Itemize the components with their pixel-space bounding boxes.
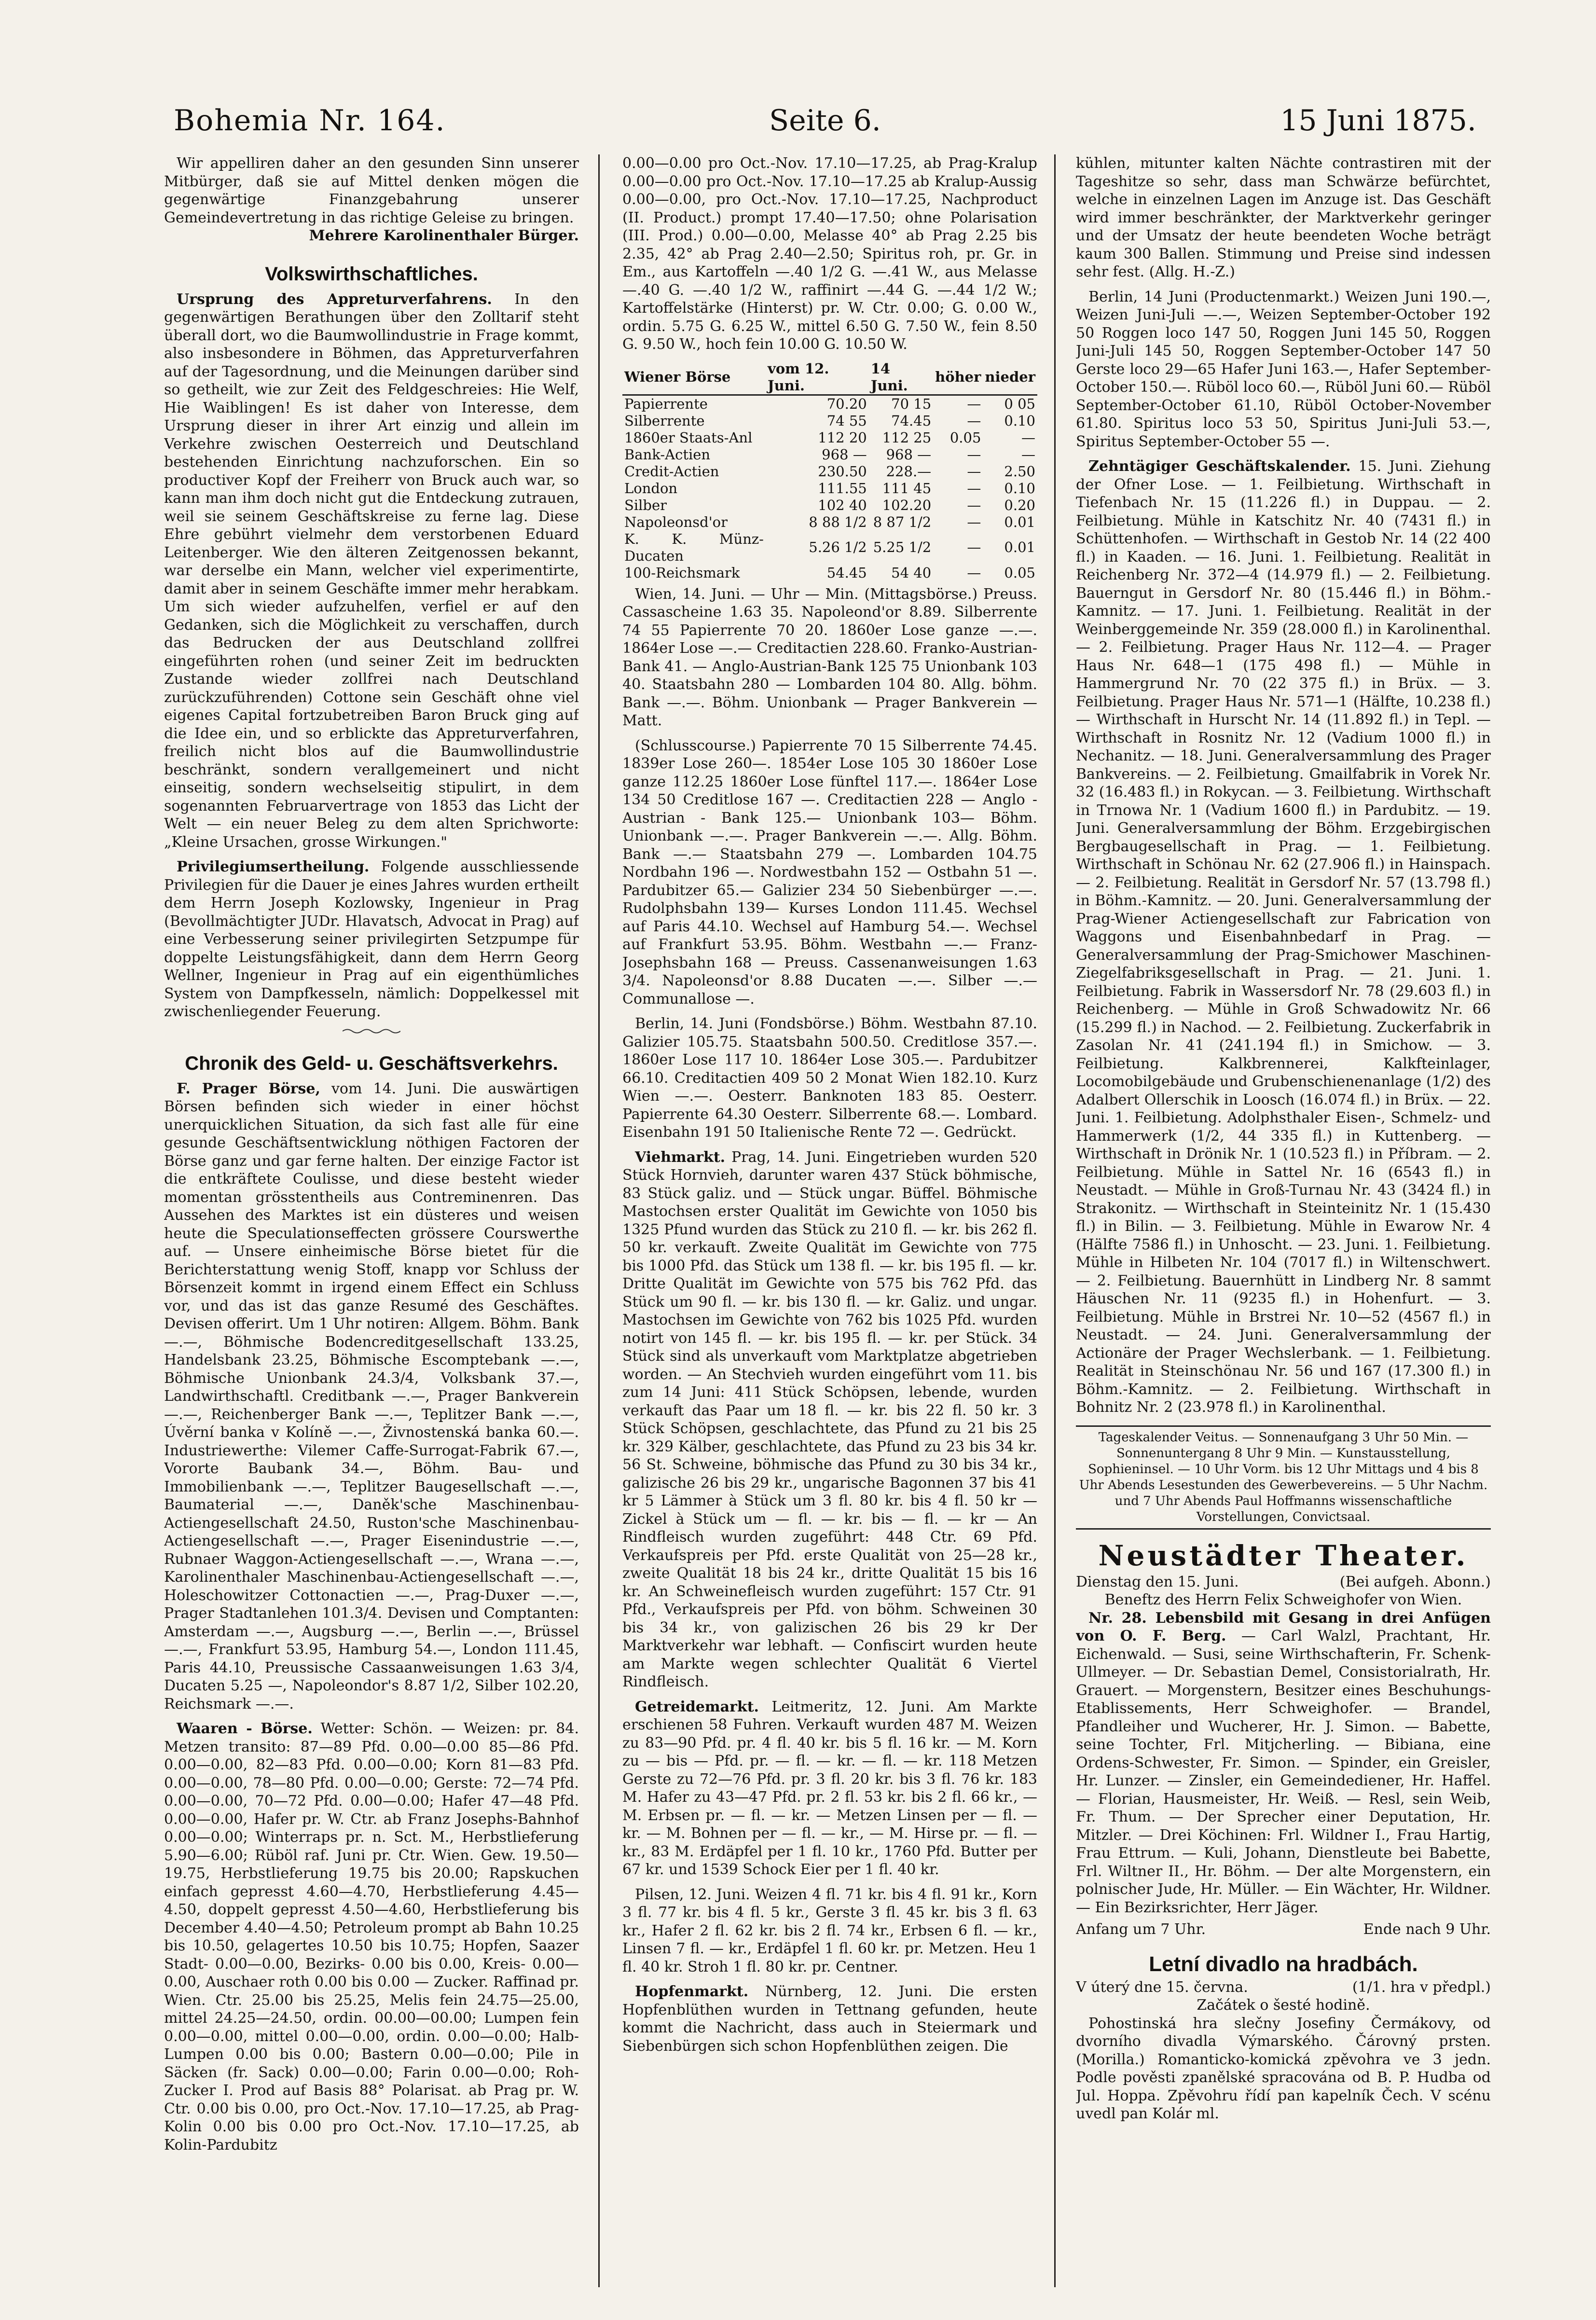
theater-date: Dienstag den 15. Juni. bbox=[1076, 1573, 1239, 1590]
article-paragraph bbox=[1076, 288, 1491, 451]
price-cell: 74 55 bbox=[826, 412, 867, 429]
paragraph-text: 15. Juni. Ziehung der Ofner Lose. — 1. Feilbietung. Wirthschaft in Tiefenbach Nr. 15 (11.226 fl.) in Duppau. — 2. Feilbietung. Mühle in Katschitz Nr. 40 (7431 fl.) in Schüttenhofen. — Wirthschaft in Gestob Nr. 14 (22 400 fl.) in Kaaden. — 16. Juni. 1. Feilbietung. Realität in Reichenberg Nr. 372—4 (14.979 fl.) — 2. Feilbietung. Bauerngut in Gersdorf Nr. 80 (15.446 fl.) in Böhm.-Kamnitz. — 17. Juni. 1. Feilbietung. Realität in der Weinberggemeinde Nr. 359 (28.000 fl.) in Karolinenthal. — 2. Feilbietung. Prager Haus Nr. 112—4. — Prager Haus Nr. 648—1 (175 498 fl.) — Mühle in Hammergrund Nr. 70 (22 375 fl.) in Brüx. — 3. Feilbietung. Prager Haus Nr. 571—1 (Hälfte, 10.238 fl.) — Wirthschaft in Hurscht Nr. 14 (11.892 fl.) in Tepl. — Wirthschaft in Rosnitz Nr. 12 (Vadium 1000 fl.) in Nechanitz. — 18. Juni. Generalversammlung des Prager Bankvereins. — 2. Feilbietung. Gmailfabrik in Vorek Nr. 32 (16.483 fl.) in Rokycan. — 3. Feilbietung. Wirthschaft in Trnowa Nr. 1 (Vadium 1600 fl.) in Pardubitz. — 19. Juni. Generalversammlung der Böhm. Erzgebirgischen Bergbaugesellschaft in Prag. — 1. Feilbietung. Wirthschaft in Schönau Nr. 62 (27.906 fl.) in Hainspach. — 2. Feilbietung. Realität in Gersdorf Nr. 57 (13.798 fl.) in Böhm.-Kamnitz. — 20. Juni. Generalversammlung der Prag-Wiener Actiengesellschaft zur Fabrication von Waggons und Eisenbahnbedarf in Prag. — Generalversammlung der Prag-Smichower Maschinen-Ziegelfabriksgesellschaft in Prag. — 21. Juni. 1. Feilbietung. Fabrik in Wassersdorf Nr. 78 (29.603 fl.) in Reichenberg. — Mühle in Groß Schwadowitz Nr. 66 (15.299 fl.) in Nachod. — 2. Feilbietung. Zuckerfabrik in Zasolan Nr. 41 (241.194 fl.) in Smichow. — 3. Feilbietung. Kalkbrennerei, Kalkfteinlager, Locomobilgebäude und Grubenschienenanlage (1/2) des Adalbert Ollerschik in Loosch (16.074 fl.) in Brüx. — 22. Juni. 1. Feilbietung. Adolphsthaler Eisen-, Schmelz- und Hammerwerk (1/2, 44 335 fl.) in Kuttenberg. — Wirthschaft in Drönik Nr. 1 (10.523 fl.) in Příbram. — 2. Feilbietung. Mühle in Sattel Nr. 16 (6543 fl.) in Neustadt. — Mühle in Groß-Turnau Nr. 43 (3424 fl.) in Strakonitz. — Wirthschaft in Steinteinitz Nr. 1 (15.430 fl.) in Bilin. — 3. Feilbietung. Mühle in Ewarow Nr. 4 (Hälfte 7586 fl.) in Unhoscht. — 23. Juni. 1. Feilbietung. Mühle in Hilbeten Nr. 104 (7017 fl.) in Wiltenschwert. — 2. Feilbietung. Bauernhütt in Lindberg Nr. 8 sammt Häuschen Nr. 11 (9235 fl.) in Hohenfurt. — 3. Feilbietung. Mühle in Brstrei Nr. 10—52 (4567 fl.) in Neustadt. — 24. Juni. Generalversammlung der Actionäre der Prager Wechslerbank. — 1. Feilbietung. Realität in Steinschönau Nr. 56 und 167 (17.300 fl.) in Böhm.-Kamnitz. — 2. Feilbietung. Wirthschaft in Bohnitz Nr. 2 (23.978 fl.) in Karolinenthal. bbox=[1076, 458, 1491, 1416]
column-divider bbox=[598, 154, 600, 2287]
price-cell: — bbox=[967, 539, 981, 555]
article-paragraph bbox=[622, 1015, 1037, 1142]
table-row bbox=[622, 413, 1037, 429]
theater-play: Nr. 28. Lebensbild mit Gesang in drei Anfügen von O. F. Berg. bbox=[1076, 1609, 1491, 1644]
summer-theater-date: V úterý dne 15. června. bbox=[1076, 1978, 1248, 1996]
column-1 bbox=[164, 154, 579, 2278]
ornament-divider bbox=[343, 1028, 400, 1035]
daily-calendar-notice: Tageskalender Veitus. — Sonnenaufgang 3 Uhr 50 Min. — Sonnenuntergang 8 Uhr 9 Min. — Kunstausstellung, Sophieninsel. — 10 Uhr Vorm. bis 12 Uhr Mittags und 4 bis 8 Uhr Abends Lesestunden des Gewerbevereins. — 5 Uhr Nachm. und 7 Uhr Abends Paul Hoffmanns wissenschaftliche Vorstellungen, Convictsaal. bbox=[1076, 1425, 1491, 1530]
price-cell: 0.20 bbox=[1004, 497, 1035, 513]
security-name-cell: Silberrente bbox=[624, 412, 705, 429]
paragraph-text: Pohostinská hra slečny Josefiny Čermákovy, od dvorního divadla Výmarského. Čárovný prsten. (Morilla.) Romanticko-komická zpěvohra ve 3 jedn. Podle pověsti zpanělské spracována od B. P. Hudba od Jul. Hoppa. Zpěvohru řídí pan kapelník Čech. V scénu uvedl pan Kolár ml. bbox=[1076, 2015, 1491, 2122]
masthead-title: Bohemia Nr. 164. bbox=[174, 104, 446, 138]
intro-text: Wir appelliren daher an den gesunden Sinn unserer Mitbürger, daß sie auf Mittel denken mögen die gegenwärtige Finanzgebahrung unserer Gemeindevertretung in das richtige Geleise zu bringen. bbox=[164, 155, 579, 226]
article-paragraph bbox=[622, 737, 1037, 1008]
security-name-cell: Napoleonsd'or bbox=[624, 513, 728, 530]
price-cell: — bbox=[967, 497, 981, 513]
security-name-cell: Bank-Actien bbox=[624, 446, 711, 463]
theater-cast: — Carl Walzl, Prachtant, Hr. Eichenwald. — Susi, seine Wirthschafterin, Fr. Schenk-Ullmeyer. — Dr. Sebastian Demel, Consistorialrath, Hr. Grauert. — Morgenstern, Besitzer eines Beschuhungs-Etablissements, Herr Schweighofer. — Brandel, Pfandleiher und Wucherer, Hr. J. Simon. — Babette, seine Tochter, Frl. Mitjcherling. — Bibiana, eine Ordens-Schwester, Fr. Simon. — Spinder, ein Greisler, Hr. Lunzer. — Zinsler, ein Gemeindediener, Hr. Haffel. — Florian, Hausmeister, Hr. Weiß. — Resl, sein Weib, Fr. Thum. — Der Sprecher einer Deputation, Hr. Mitzler. — Drei Köchinen: Frl. Wildner I., Frau Hartig, Frau Ettrum. — Kuli, Johann, Dienstleute bei Babette, Frl. Wiltner II., Hr. Böhm. — Der alte Morgenstern, ein polnischer Jude, Hr. Müller. — Ein Wächter, Hr. Wildner. — Ein Bezirksrichter, Herr Jäger. bbox=[1076, 1628, 1491, 1916]
security-name-cell: 1860er Staats-Anl bbox=[624, 429, 753, 446]
article-paragraph bbox=[622, 1983, 1037, 2055]
table-header-cell: höher bbox=[933, 360, 983, 395]
section-title: Volkswirthschaftliches. bbox=[265, 263, 478, 285]
summer-theater-program bbox=[1076, 2015, 1491, 2123]
theater-end-time: Ende nach 9 Uhr. bbox=[1363, 1921, 1491, 1938]
business-calendar bbox=[1076, 457, 1491, 1417]
column-2 bbox=[622, 154, 1037, 2278]
price-cell: — bbox=[967, 480, 981, 497]
theater-date-row bbox=[1076, 1573, 1491, 1591]
masthead bbox=[174, 104, 1476, 147]
price-cell: — bbox=[967, 463, 981, 480]
price-cell: 0.05 bbox=[1004, 564, 1035, 581]
price-cell: 102.20 bbox=[882, 497, 932, 513]
price-cell: 0.10 bbox=[1004, 480, 1035, 497]
paragraph-heading: Viehmarkt. bbox=[635, 1148, 726, 1166]
article-intro bbox=[164, 154, 579, 227]
paragraph-heading: Zehntägiger Geschäftskalender. bbox=[1088, 458, 1351, 475]
price-cell: 102 40 bbox=[818, 497, 867, 513]
paragraph-text: kühlen, mitunter kalten Nächte contrastiren mit der Tageshitze so sehr, dass man Schwärze befürchtet, welche in einzelnen Lagen im Anzuge ist. Das Geschäft wird immer beschränkter, der Marktverkehr geringer und der Umsatz der heute beendeten Woche beträgt kaum 300 Ballen. Stimmung und Preise sind indessen sehr fest. (Allg. H.-Z.) bbox=[1076, 155, 1491, 280]
price-cell: 70 15 bbox=[891, 395, 932, 412]
article-paragraph bbox=[622, 1886, 1037, 1976]
table-row bbox=[622, 395, 1037, 413]
column-3 bbox=[1076, 154, 1491, 2278]
table-body bbox=[622, 395, 1037, 581]
summer-theater-title: Letní divadlo na hradbách. bbox=[1149, 1952, 1418, 1976]
paragraph-text: (Schlusscourse.) Papierrente 70 15 Silberrente 74.45. 1839er Lose 260—. 1854er Lose 105 30 1860er Lose ganze 112.25 1860er Lose fünftel 117.—. 1864er Lose 134 50 Creditlose 167 —. Creditactien 228 — Anglo - Austrian - Bank 125.— Unionbank 103— Böhm. Unionbank —.—. Prager Bankverein —.—. Allg. Böhm. Bank —.— Staatsbahn 279 —. Lombarden 104.75 Nordbahn 196 —. Nordwestbahn 152 — Ostbahn 51 —. Pardubitzer 65.— Galizier 234 50 Siebenbürger —.—. Rudolphsbahn 139— Kurses London 111.45. Wechsel auf Paris 44.10. Wechsel auf Hamburg 54.—. Wechsel auf Frankfurt 53.95. Böhm. Westbahn —.— Franz-Josephsbahn 168 — Preuss. Cassenanweisungen 1.63 3/4. Napoleonsd'or 8.88 Ducaten —.—. Silber —.— Communallose —. bbox=[622, 737, 1037, 1008]
paragraph-heading: Hopfenmarkt. bbox=[635, 1983, 749, 2000]
paragraph-text: vom 14. Juni. Die auswärtigen Börsen befinden sich wieder in einer höchst unerquicklichen Situation, da sich fast alle für eine gesunde Geschäftsentwicklung nöthigen Factoren der Börse ganz und gar ferne halten. Der einzige Factor ist die entkräftete Coulisse, und diese besteht wieder momentan grösstentheils aus Contreminenren. Das Aussehen des Marktes ist ein düsteres und weisen heute die Speculationseffecten grössere Courswerthe auf. — Unsere einheimische Börse bietet für die Berichterstattung wenig Stoff, knapp vor Schluss der Börsenzeit kommt in irgend einem Effect ein Schluss vor, und das ist das ganze Resumé des Geschäftes. Devisen offerirt. Um 1 Uhr notiren: Allgem. Böhm. Bank —.—, Böhmische Bodencreditgesellschaft 133.25, Handelsbank 23.25, Böhmische Escomptebank —.—, Böhmische Unionbank 24.3/4, Volksbank 37.—, Landwirthschaftl. Creditbank —.—, Prager Bankverein —.—, Reichenberger Bank —.—, Teplitzer Bank —.—, Úvěrní banka v Kolíně —.—, Živnostenská banka 60.—. Industriewerthe: Vilemer Caffe-Surrogat-Fabrik 67.—, Vororte Baubank 34.—, Böhm. Bau- und Immobilienbank —.—, Teplitzer Baugesellschaft —.—, Baumaterial —.—, Daněk'sche Maschinenbau-Actiengesellschaft 24.50, Ruston'sche Maschinenbau-Actiengesellschaft —.—, Prager Eisenindustrie —.—, Rubnaer Waggon-Actiengesellschaft —.—, Wrana —.—, Karolinenthaler Maschinenbau-Actiengesellschaft —.—, Holeschowitzer Cottonactien —.—, Prag-Duxer —.—, Prager Stadtanlehen 101.3/4. Devisen und Comptanten: Amsterdam —.—, Augsburg —.—, Berlin —.—, Brüssel —.—, Frankfurt 53.95, Hamburg 54.—, London 111.45, Paris 44.10, Preussische Cassaanweisungen 1.63 3/4, Ducaten 5.25 —, Napoleondor's 8.87 1/2, Silber 102.20, Reichsmark —.—. bbox=[164, 1080, 579, 1712]
price-cell: 5.26 1/2 bbox=[809, 539, 867, 555]
paragraph-text: Nürnberg, 12. Juni. Die ersten Hopfenblüthen wurden in Tettnang gefunden, heute kommt die Nachricht, dass auch in Steiermark und Siebenbürgen sich schon Hopfenblüthen zeigen. Die bbox=[622, 1983, 1037, 2055]
paragraph-text: Leitmeritz, 12. Juni. Am Markte erschienen 58 Fuhren. Verkauft wurden 487 M. Weizen zu 83—90 Pfd. pr. 4 fl. 40 kr. bis 5 fl. 16 kr. — M. Korn zu — bis — Pfd. pr. — fl. — kr. — fl. — kr. 118 Metzen Gerste zu 72—76 Pfd. pr. 3 fl. 20 kr. bis 3 fl. 76 kr. 183 M. Hafer zu 43—47 Pfd. pr. 2 fl. 53 kr. bis 2 fl. 66 kr., — M. Erbsen pr. — fl. — kr. — Metzen Linsen per — fl. — kr. — M. Bohnen per — fl. — kr., — M. Hirse pr. — fl. — kr., 83 M. Erdäpfel per 1 fl. 10 kr., 1760 Pfd. Butter per 67 kr. und 1539 Schock Eier per 1 fl. 40 kr. bbox=[622, 1698, 1037, 1878]
theater-abonnement: (Bei aufgeh. Abonn.) bbox=[1339, 1573, 1491, 1590]
article-paragraph bbox=[164, 1080, 579, 1713]
table-row bbox=[622, 463, 1037, 480]
table-row bbox=[622, 429, 1037, 446]
theater-program bbox=[1076, 1609, 1491, 1917]
price-cell: 8 88 1/2 bbox=[809, 513, 867, 530]
table-row bbox=[622, 480, 1037, 497]
price-cell: 0.05 bbox=[949, 429, 981, 446]
section-title: Chronik des Geld- u. Geschäftsverkehrs. bbox=[185, 1052, 558, 1074]
price-cell: — bbox=[1021, 446, 1035, 463]
price-cell: 968 — bbox=[822, 446, 867, 463]
table-row bbox=[622, 531, 1037, 565]
paragraph-heading: Waaren - Börse. bbox=[177, 1720, 313, 1737]
paragraph-text: Folgende ausschliessende Privilegien für die Dauer je eines Jahres wurden ertheilt dem Herrn Joseph Kozlowsky, Ingenieur in Prag (Bevollmächtigter JUDr. Hlavatsch, Advocat in Prag) auf eine Verbesserung seiner privilegirten Setzpumpe für doppelte Leistungsfähigkeit, dann dem Herrn Georg Wellner, Ingenieur in Prag auf ein eigenthümliches System von Dampfkesseln, nämlich: Doppelkessel mit zwischenliegender Feuerung. bbox=[164, 858, 579, 1020]
article-paragraph bbox=[622, 154, 1037, 354]
masthead-page-number: Seite 6. bbox=[769, 104, 881, 138]
table-header-cell: vom 12. Juni. bbox=[766, 360, 869, 395]
security-name-cell: Silber bbox=[624, 497, 667, 513]
price-cell: 228.— bbox=[886, 463, 932, 480]
table-row bbox=[622, 446, 1037, 463]
theater-start-time: Anfang um 7 Uhr. bbox=[1076, 1921, 1206, 1938]
price-cell: 0.01 bbox=[1004, 513, 1035, 530]
paragraph-heading: F. Prager Börse, bbox=[177, 1080, 320, 1097]
price-cell: 74.45 bbox=[891, 412, 932, 429]
table-header-cell: 14 Juni. bbox=[869, 360, 933, 395]
paragraph-heading: Getreidemarkt. bbox=[635, 1698, 759, 1715]
paragraph-heading: Ursprung des Appreturverfahrens. bbox=[177, 290, 492, 308]
security-name-cell: London bbox=[624, 480, 678, 497]
security-name-cell: Papierrente bbox=[624, 395, 708, 412]
security-name-cell: 100-Reichsmark bbox=[624, 564, 740, 581]
price-cell: 5.25 1/2 bbox=[873, 539, 932, 555]
summer-theater-abonnement: (1/1. hra v předpl.) bbox=[1352, 1978, 1491, 1996]
masthead-date: 15 Juni 1875. bbox=[1280, 104, 1476, 138]
security-name-cell: K. K. Münz-Ducaten bbox=[624, 530, 764, 564]
price-cell: 112 25 bbox=[882, 429, 932, 446]
table-header-row bbox=[622, 360, 1037, 395]
column-divider bbox=[1054, 154, 1056, 2287]
price-cell: 70.20 bbox=[826, 395, 867, 412]
price-cell: 0 05 bbox=[1004, 395, 1035, 412]
paragraph-text: Pilsen, 12. Juni. Weizen 4 fl. 71 kr. bis 4 fl. 91 kr., Korn 3 fl. 77 kr. bis 4 fl. 5 kr., Gerste 3 fl. 45 kr. bis 3 fl. 63 kr., Hafer 2 fl. 62 kr. bis 2 fl. 74 kr., Erbsen 6 fl. — kr., Linsen 7 fl. — kr., Erdäpfel 1 fl. 60 kr. pr. Metzen. Heu 1 fl. 40 kr. Stroh 1 fl. 80 kr. pr. Centner. bbox=[622, 1886, 1037, 1975]
price-cell: 2.50 bbox=[1004, 463, 1035, 480]
price-cell: — bbox=[967, 446, 981, 463]
price-cell: — bbox=[967, 513, 981, 530]
theater-benefit: Beneftz des Herrn Felix Schweighofer von Wien. bbox=[1104, 1591, 1462, 1608]
summer-theater-date-row bbox=[1076, 1978, 1491, 1997]
paragraph-text: Wien, 14. Juni. — Uhr — Min. (Mittagsbörse.) Preuss. Cassascheine 1.63 35. Napoleond'or 8.89. Silberrente 74 55 Papierrente 70 20. 1860er Lose ganze —.—. 1864er Lose —.— Creditactien 228.60. Franko-Austrian-Bank 41. — Anglo-Austrian-Bank 125 75 Unionbank 103 40. Staatsbahn 280 — Lombarden 104 80. Allg. böhm. Bank —.—. Böhm. Unionbank — Prager Bankverein — Matt. bbox=[622, 585, 1037, 729]
price-cell: — bbox=[1021, 429, 1035, 446]
theater-title: Neustädter Theater. bbox=[1098, 1539, 1469, 1572]
price-cell: 112 20 bbox=[818, 429, 867, 446]
paragraph-text: Berlin, 14. Juni (Fondsbörse.) Böhm. Westbahn 87.10. Galizier 105.75. Staatsbahn 500.50. Creditlose 357.—. 1860er Lose 117 10. 1864er Lose 305.—. Pardubitzer 66.10. Creditactien 409 50 2 Monat Wien 182.10. Kurz Wien —.—. Oesterr. Banknoten 183 85. Oesterr. Papierrente 64.30 Oesterr. Silberrente 68.—. Lombard. Eisenbahn 191 50 Italienische Rente 72 —. Gedrückt. bbox=[622, 1015, 1037, 1141]
paragraph-text: Wetter: Schön. — Weizen: pr. 84. Metzen transito: 87—89 Pfd. 0.00—0.00 85—86 Pfd. 0.00—0.00, 82—83 Pfd. 0.00—0.00; Korn 81—83 Pfd. 0.00—0.00, 78—80 Pfd. 0.00—0.00; Gerste: 72—74 Pfd. 0.00—0.00, 70—72 Pfd. 0.00—0.00; Hafer 47—48 Pfd. 0.00—0.00, Hafer pr. W. Ctr. ab Franz Josephs-Bahnhof 0.00—0.00; Winterraps pr. n. Sct. M., Herbstlieferung 5.90—6.00; Rüböl raf. Juni pr. Ctr. Wien. Gew. 19.50—19.75, Herbstlieferung 19.75 bis 20.00; Rapskuchen einfach gepresst 4.60—4.70, Herbstlieferung 4.45—4.50, doppelt gepresst 4.50—4.60, Herbstlieferung bis December 4.40—4.50; Petroleum prompt ab Bahn 10.25 bis 10.50, gelagertes 10.50 bis 10.75; Hopfen, Saazer Stadt- 0.00—0.00, Bezirks- 0.00 bis 0.00, Kreis- 0.00—0.00, Auschaer roth 0.00 bis 0.00 — Zucker. Raffinad pr. Wien. Ctr. 25.00 bis 25.25, Melis fein 24.75—25.00, mittel 24.25—24.50, ordin. 00.00—00.00; Lumpen fein 0.00—0.00, mittel 0.00—0.00, ordin. 0.00—0.00; Halb-Lumpen 0.00 bis 0.00; Bastern 0.00—0.00; Pile in Säcken (fr. Sack) 0.00—0.00; Farin 0.00—0.00; Roh-Zucker I. Prod auf Basis 88° Polarisat. ab Prag pr. W. Ctr. 0.00 bis 0.00, pro Oct.-Nov. 17.10—17.25, ab Prag-Kolin 0.00 bis 0.00 pro Oct.-Nov. 17.10—17.25, ab Kolin-Pardubitz bbox=[164, 1720, 579, 2154]
article-paragraph bbox=[164, 1720, 579, 2154]
theater-times bbox=[1076, 1920, 1491, 1939]
summer-theater-start: Začátek o šesté hodině. bbox=[1197, 1997, 1370, 2014]
table-row bbox=[622, 497, 1037, 514]
price-cell: 968 — bbox=[886, 446, 932, 463]
price-cell: 54 40 bbox=[891, 564, 932, 581]
price-cell: 0.01 bbox=[1004, 539, 1035, 555]
price-cell: 54.45 bbox=[826, 564, 867, 581]
article-paragraph bbox=[164, 290, 579, 852]
paragraph-heading: Privilegiumsertheilung. bbox=[177, 858, 370, 875]
price-cell: — bbox=[967, 412, 981, 429]
table-title: Wiener Börse bbox=[622, 360, 766, 395]
price-cell: 111.55 bbox=[818, 480, 867, 497]
signature: Mehrere Karolinenthaler Bürger. bbox=[309, 227, 579, 244]
price-cell: — bbox=[967, 564, 981, 581]
table-row bbox=[622, 514, 1037, 531]
paragraph-text: Prag, 14. Juni. Eingetrieben wurden 520 Stück Hornvieh, darunter waren 437 Stück böhmische, 83 Stück galiz. und — Stück ungar. Büffel. Böhmische Mastochsen erster Qualität im Gewichte von 1050 bis 1325 Pfund wurden das Stück zu 210 fl. — kr. bis 262 fl. 50 kr. verkauft. Zweite Qualität im Gewichte von 775 bis 1000 Pfd. das Stück um 138 fl. — kr. bis 195 fl. — kr. Dritte Qualität im Gewichte von 575 bis 762 Pfd. das Stück um 90 fl. — kr. bis 130 fl. — kr. Galiz. und ungar. Mastochsen im Gewichte von 762 bis 1025 Pfd. wurden notirt von 145 fl. — kr. bis 195 fl. — kr. per Stück. 34 Stück sind als unverkauft vom Marktplatze abgetrieben worden. — An Stechvieh wurden eingeführt vom 11. bis zum 14 Juni: 411 Stück Schöpsen, lebende, wurden verkauft das Paar um 18 fl. — kr. bis 22 fl. 50 kr. 3 Stück Schöpsen, geschlachtete, das Pfund zu 21 bis 25 kr. 329 Kälber, geschlachtete, das Pfund zu 23 bis 34 kr. 56 St. Schweine, böhmische das Pfund zu 30 bis 34 kr., galizische 26 bis 29 kr., ungarische Bagonnen 37 bis 41 kr 5 Lämmer à Stück um 3 fl. 80 kr. bis 4 fl. 50 kr — Zickel à Stück um — fl. — kr. bis — fl. — kr — An Rindfleisch wurden zugeführt: 448 Ctr. 69 Pfd. Verkaufspreis per Pfd. erste Qualität von 25—28 kr., zweite Qualität 18 bis 24 kr., dritte Qualität 15 bis 16 kr. An Schweinefleisch wurden zugeführt: 157 Ctr. 91 Pfd., Verkaufspreis per Pfd. von böhm. Schweinen 30 bis 34 kr., von galizischen 26 bis 29 kr Der Marktverkehr war lebhaft. — Confiscirt wurden heute am Markte wegen schlechter Qualität 6 Viertel Rindfleisch. bbox=[622, 1148, 1037, 1690]
article-paragraph bbox=[622, 1698, 1037, 1879]
paragraph-text: Berlin, 14 Juni (Productenmarkt.) Weizen Juni 190.—, Weizen Juni-Juli —.—, Weizen September-October 192 50 Roggen loco 147 50, Roggen Juni 145 50, Roggen Juni-Juli 145 50, Roggen September-October 147 50 Gerste loco 29—65 Hafer Juni 163.—, Hafer September-October 150.—. Rüböl loco 60.—, Rüböl Juni 60.— Rüböl September-October 61.10, Rüböl October-November 61.80. Spiritus loco 53 50, Spiritus Juni-Juli 53.—, Spiritus September-October 55 —. bbox=[1076, 288, 1491, 450]
table-header-cell: nieder bbox=[983, 360, 1037, 395]
price-cell: 0.10 bbox=[1004, 412, 1035, 429]
vienna-exchange-table bbox=[622, 360, 1037, 581]
price-cell: 230.50 bbox=[818, 463, 867, 480]
security-name-cell: Credit-Actien bbox=[624, 463, 719, 480]
price-cell: 111 45 bbox=[882, 480, 932, 497]
price-cell: 8 87 1/2 bbox=[873, 513, 932, 530]
article-paragraph bbox=[1076, 154, 1491, 281]
paragraph-text: In den gegenwärtigen Berathungen über den Zolltarif steht überall dort, wo die Baumwollindustrie in Frage kommt, also insbesondere in Böhmen, das Appreturverfahren auf der Tagesordnung, und die Meinungen darüber sind so getheilt, wie zur Zeit des Feldgeschreies: Hie Welf, Hie Waiblingen! Es ist daher von Interesse, dem Ursprung dieser in ihrer Art einzig und allein im Verkehre zwischen Oesterreich und Deutschland bestehenden Einrichtung nachzuforschen. Ein so productiver Kopf der Freiherr von Bruck auch war, so kann man ihm doch nicht gut die Entdeckung zutrauen, weil sie seinem Geschäftskreise zu ferne lag. Diese Ehre gebührt vielmehr dem verstorbenen Eduard Leitenberger. Wie den älteren Zeitgenossen bekannt, war derselbe ein Mann, welcher viel experimentirte, damit aber in seinem Geschäfte immer mehr herabkam. Um sich wieder aufzuhelfen, verfiel er auf den Gedanken, sich die Möglichkeit zu verschaffen, durch das Bedrucken der aus Deutschland zollfrei eingeführten rohen (und seiner Zeit im bedruckten Zustande wieder zollfrei nach Deutschland zurückzuführenden) Cottone sein Geschäft ohne viel eigenes Capital fortzubetreiben Baron Bruck ging auf die Idee ein, und so erblickte das Appreturverfahren, freilich nicht blos auf die Baumwollindustrie beschränkt, sondern verallgemeinert und nicht einseitig, sondern wechselseitig stipulirt, in dem sogenannten Februarvertrage von 1853 das Licht der Welt — ein neuer Beleg zu dem alten Sprichworte: „Kleine Ursachen, grosse Wirkungen." bbox=[164, 290, 579, 851]
article-paragraph bbox=[622, 585, 1037, 730]
article-paragraph bbox=[164, 858, 579, 1021]
paragraph-text: 0.00—0.00 pro Oct.-Nov. 17.10—17.25, ab Prag-Kralup 0.00—0.00 pro Oct.-Nov. 17.10—17.25 ab Kralup-Aussig 0.00—0.00, pro Oct.-Nov. 17.10—17.25, Nachproduct (II. Product.) prompt 17.40—17.50; ohne Polarisation (III. Prod.) 0.00—0.00, Melasse 40° ab Prag 2.25 bis 2.35, 42° ab Prag 2.40—2.50; Spiritus roh, pr. Gr. in Em., aus Kartoffeln —.40 1/2 G. —.41 W., aus Melasse —.40 G. —.40 1/2 W., raffinirt —.44 G. —.44 1/2 W.; Kartoffelstärke (Hinterst) pr. W. Ctr. 0.00; G. 0.00 W., ordin. 5.75 G. 6.25 W., mittel 6.50 G. 7.50 W., fein 8.50 G. 9.50 W., hoch fein 10.00 G. 10.50 W. bbox=[622, 155, 1037, 353]
table-row bbox=[622, 565, 1037, 581]
article-paragraph bbox=[622, 1148, 1037, 1691]
price-cell: — bbox=[967, 395, 981, 412]
